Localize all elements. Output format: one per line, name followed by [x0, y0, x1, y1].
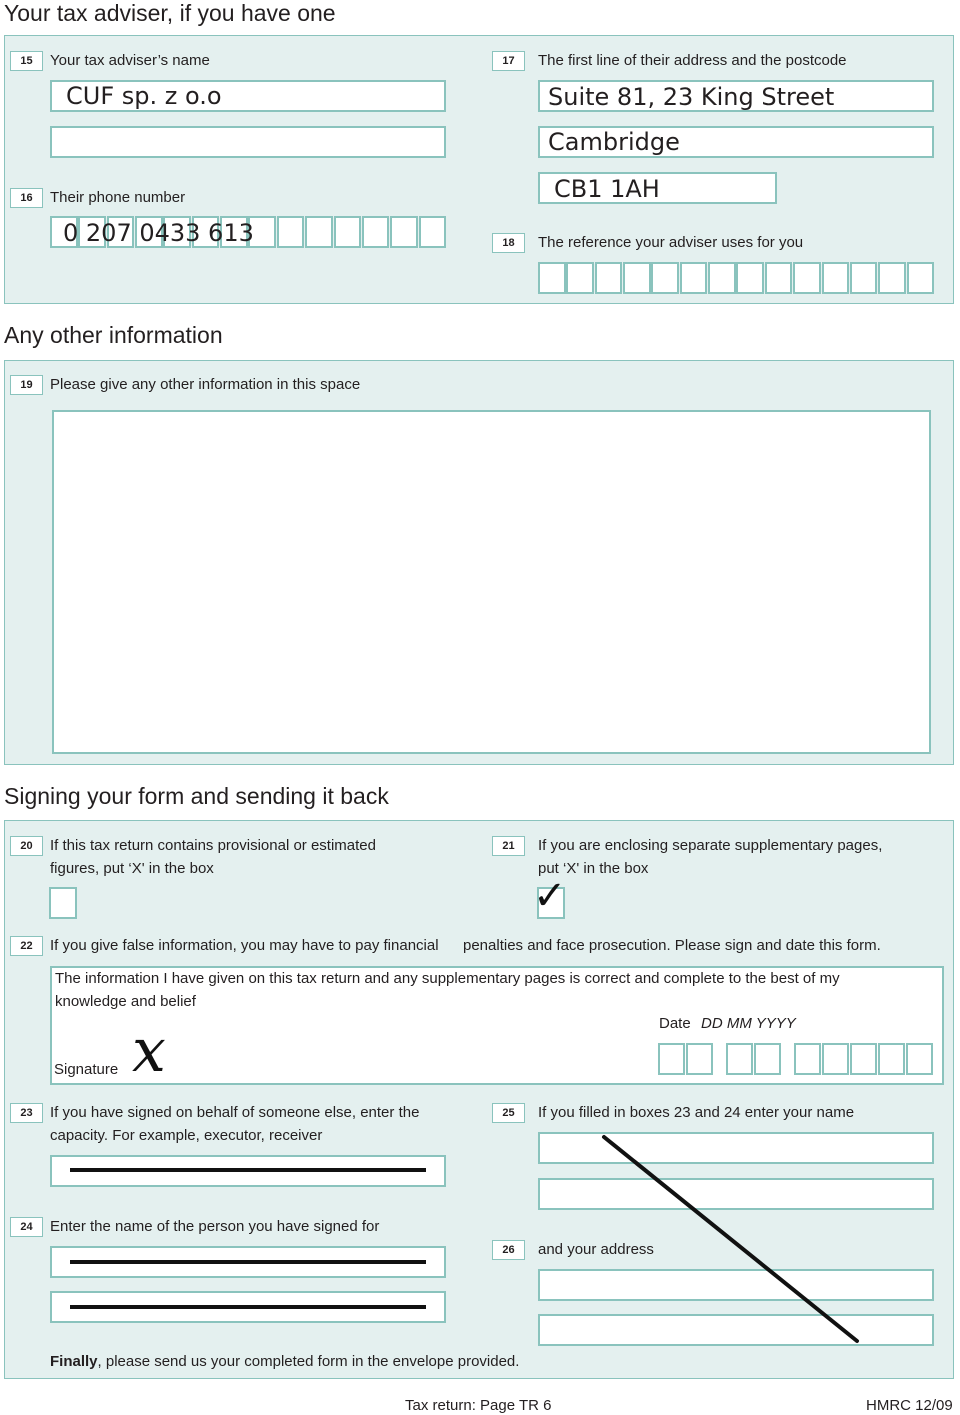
section-heading-adviser: Your tax adviser, if you have one — [4, 0, 336, 26]
section-heading-signing: Signing your form and sending it back — [4, 783, 389, 809]
capacity-label-line2: capacity. For example, executor, receiver — [50, 1127, 323, 1144]
adviser-name-value: CUF sp. z o.o — [66, 82, 222, 110]
box-number-16: 16 — [10, 188, 43, 208]
postcode-value: CB1 1AH — [554, 175, 660, 203]
signature-label: Signature — [54, 1061, 119, 1078]
box-number-17: 17 — [492, 51, 525, 71]
box-number-20: 20 — [10, 836, 43, 856]
date-label: Date — [659, 1015, 691, 1032]
page-footer-title: Tax return: Page TR 6 — [405, 1397, 552, 1414]
reference-label: The reference your adviser uses for you — [538, 234, 804, 251]
adviser-name-label: Your tax adviser’s name — [50, 52, 210, 69]
your-name-label: If you filled in boxes 23 and 24 enter your name — [538, 1104, 855, 1121]
box-number-25: 25 — [492, 1103, 525, 1123]
your-address-label: and your address — [538, 1241, 654, 1258]
provisional-label-line2: figures, put ‘X' in the box — [50, 860, 214, 877]
finally-rest: , please send us your completed form in the envelope provided. — [97, 1353, 520, 1370]
box-number-22: 22 — [10, 936, 43, 956]
signature-mark: x — [132, 1016, 166, 1086]
date-format-hint: DD MM YYYY — [701, 1015, 796, 1032]
supplementary-checkbox-mark: ✓ — [533, 873, 567, 919]
phone-label: Their phone number — [50, 189, 186, 206]
box-number-15: 15 — [10, 51, 43, 71]
other-info-label: Please give any other information in this space — [50, 376, 361, 393]
supplementary-label-line2: put ‘X' in the box — [538, 860, 649, 877]
address-label: The first line of their address and the postcode — [538, 52, 847, 69]
phone-number-value: 0 207 0433 613 — [63, 219, 254, 247]
provisional-label-line1: If this tax return contains provisional or estimated — [50, 837, 376, 854]
address-line1-value: Suite 81, 23 King Street — [548, 83, 835, 111]
box-number-21: 21 — [492, 836, 525, 856]
supplementary-label-line1: If you are enclosing separate supplementary pages, — [538, 837, 883, 854]
page-footer-code: HMRC 12/09 — [866, 1397, 953, 1414]
finally-bold: Finally — [50, 1353, 98, 1370]
declaration-line1: The information I have given on this tax return and any supplementary pages is correct and complete to the best of my — [55, 970, 840, 987]
false-info-warning-left: If you give false information, you may have to pay financial — [50, 937, 439, 954]
section-heading-other: Any other information — [4, 322, 223, 348]
box-number-24: 24 — [10, 1217, 43, 1237]
box-number-18: 18 — [492, 233, 525, 253]
box-number-19: 19 — [10, 375, 43, 395]
box-number-23: 23 — [10, 1103, 43, 1123]
signed-for-label: Enter the name of the person you have signed for — [50, 1218, 380, 1235]
finally-instruction — [50, 1350, 519, 1373]
declaration-line2: knowledge and belief — [55, 993, 196, 1010]
false-info-warning-right: penalties and face prosecution. Please sign and date this form. — [463, 937, 881, 954]
box-number-26: 26 — [492, 1240, 525, 1260]
capacity-label-line1: If you have signed on behalf of someone else, enter the — [50, 1104, 420, 1121]
address-line2-value: Cambridge — [548, 128, 680, 156]
